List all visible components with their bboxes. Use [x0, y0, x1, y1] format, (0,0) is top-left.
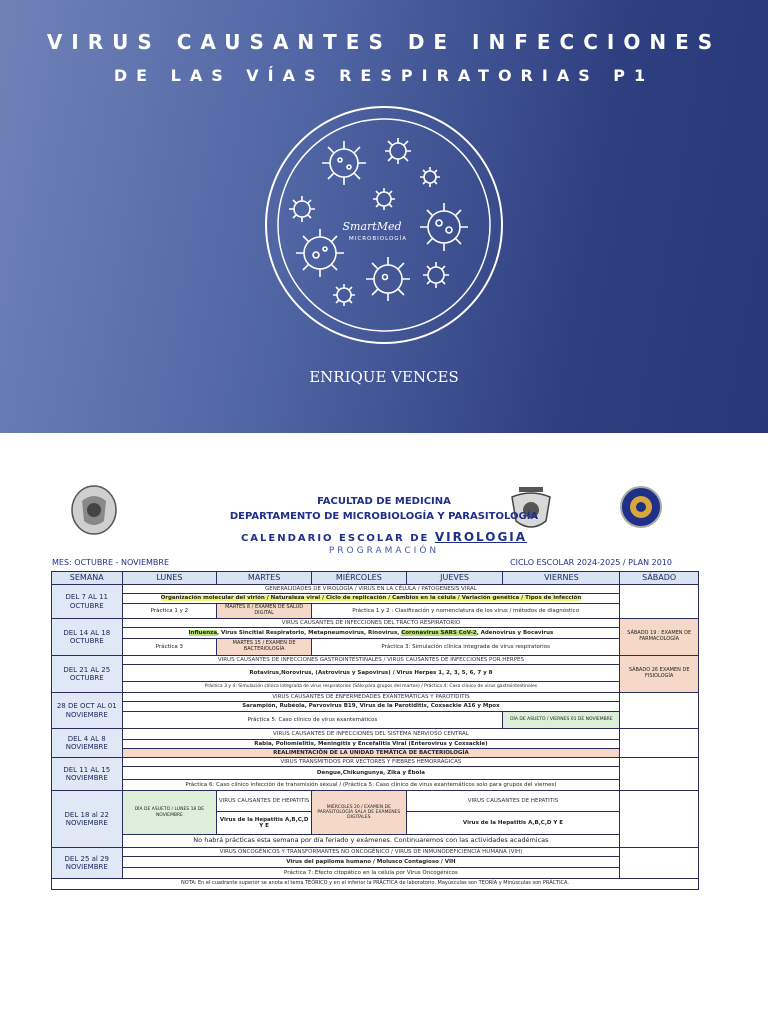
practice-cell: Práctica 3 — [122, 639, 217, 656]
practice-cell: Práctica 6: Caso clínico infección de transmisión sexual / (Práctica 5: Caso clínico de virus exantemáticos solo para grupos del viernes) — [122, 780, 620, 791]
holiday-cell: DÍA DE ASUETO / LUNES 18 DE NOVIEMBRE — [122, 791, 217, 835]
calendar-document — [0, 433, 768, 1024]
col-header: MIÉRCOLES — [311, 572, 406, 585]
topic-cell: GENERALIDADES DE VIROLOGÍA / VIRUS EN LA CÉLULA / PATOGENESIS VIRAL — [122, 585, 620, 594]
faculty-name: FACULTAD DE MEDICINA — [317, 496, 451, 507]
week-label: DEL 25 al 29 NOVIEMBRE — [52, 848, 123, 879]
saturday-cell — [620, 729, 699, 758]
table-row — [52, 693, 699, 702]
cover-banner — [0, 0, 768, 433]
content-cell: Sarampión, Rubéola, Parvovirus B19, Virus de la Parotiditis, Coxsackie A16 y Mpox — [122, 702, 620, 712]
cycle-label: CICLO ESCOLAR 2024-2025 / PLAN 2010 — [510, 558, 672, 567]
exam-cell: MARTES 15 / EXAMEN DE BACTERIOLOGÍA — [217, 639, 312, 656]
practice-cell: Práctica 5: Caso clínico de virus exantemáticos — [122, 712, 503, 729]
saturday-exam-cell: SÁBADO 26 EXAMEN DE FISIOLOGÍA — [620, 656, 699, 693]
col-header: VIERNES — [503, 572, 620, 585]
week-label: DEL 11 AL 15 NOVIEMBRE — [52, 758, 123, 791]
col-header: LUNES — [122, 572, 217, 585]
saturday-exam-cell: SÁBADO 19 : EXAMEN DE FARMACOLOGÍA — [620, 619, 699, 656]
week-label: DEL 18 al 22 NOVIEMBRE — [52, 791, 123, 848]
faculty-medicine-seal-icon — [506, 483, 556, 537]
week-label: DEL 14 AL 18 OCTUBRE — [52, 619, 123, 656]
cover-title-line1: VIRUS CAUSANTES DE INFECCIONES — [46, 30, 722, 54]
footnote-cell: NOTA: En el cuadrante superior se anota el tema TEÓRICO y en el inferior la PRÁCTICA de laboratorio. Mayúsculas son TEORÍA y Minúsculas son PRÁCTICA. — [52, 879, 699, 890]
programacion-label: PROGRAMACIÓN — [328, 546, 440, 556]
logo-text-microbiologia: MICROBIOLOGÍA — [349, 236, 407, 242]
topic-cell: VIRUS CAUSANTES DE INFECCIONES DEL SISTEMA NERVIOSO CENTRAL — [122, 729, 620, 740]
table-row — [52, 740, 699, 749]
table-row — [52, 857, 699, 868]
logo-text-smartmed: SmartMed — [342, 220, 402, 233]
table-row — [52, 791, 699, 812]
table-row — [52, 656, 699, 665]
table-row — [52, 702, 699, 712]
table-row — [52, 729, 699, 740]
week-label: DEL 7 AL 11 OCTUBRE — [52, 585, 123, 619]
realimentacion-cell: REALIMENTACIÓN DE LA UNIDAD TEMÁTICA DE BACTERIOLOGÍA — [122, 749, 620, 758]
saturday-cell — [620, 758, 699, 791]
calendar-title-subject: VIROLOGIA — [434, 530, 528, 544]
table-row — [52, 835, 699, 848]
unam-seal-icon — [68, 483, 120, 537]
table-row — [52, 767, 699, 780]
topic-cell: VIRUS CAUSANTES DE HEPATITIS — [406, 791, 620, 812]
topic-cell: VIRUS TRANSMITIDOS POR VECTORES Y FIEBRES HEMORRÁGICAS — [122, 758, 620, 767]
content-highlight: Coronavirus SARS CoV-2 — [401, 629, 477, 636]
content-highlight: Influenza — [188, 629, 218, 636]
month-label: MES: OCTUBRE - NOVIEMBRE — [52, 558, 170, 567]
saturday-cell — [620, 693, 699, 729]
content-cell: Virus de la Hepatitis A,B,C,D Y E — [217, 812, 312, 835]
table-row — [52, 758, 699, 767]
table-row — [52, 868, 699, 879]
table-row — [52, 619, 699, 628]
smartmed-logo — [258, 103, 510, 355]
col-header: JUEVES — [406, 572, 503, 585]
content-highlight: Organización molecular del virión / Naturaleza viral / Ciclo de replicación / Cambios en la célula / Variación genética / Tipos de infección — [160, 595, 582, 602]
saturday-cell — [620, 585, 699, 619]
calendar-table — [51, 571, 699, 890]
table-row — [52, 848, 699, 857]
practice-cell: Práctica 1 y 2 : Clasificación y nomenclatura de los virus / métodos de diagnóstico — [311, 604, 619, 619]
practice-cell: Práctica 7: Efecto citopático en la célula por Virus Oncogénicos — [122, 868, 620, 879]
content-cell: Rabia, Poliomielitis, Meningitis y Encefalitis Viral (Enterovirus y Coxsackie) — [122, 740, 620, 749]
table-row — [52, 604, 699, 619]
topic-cell: VIRUS CAUSANTES DE INFECCIONES GASTROINTESTINALES / VIRUS CAUSANTES DE INFECCIONES POR HERPES — [122, 656, 620, 665]
practice-cell: Práctica 3: Simulación clínica integrada de virus respiratorios — [311, 639, 619, 656]
table-row — [52, 682, 699, 693]
table-row — [52, 879, 699, 890]
exam-cell: MARTES 8 / EXAMEN DE SALUD DIGITAL — [217, 604, 312, 619]
content-cell: Virus del papiloma humano / Molusco Contagioso / VIH — [122, 857, 620, 868]
topic-cell: VIRUS ONCOGÉNICOS Y TRANSFORMANTES NO ONCOGÉNICO / VIRUS DE INMUNODEFICIENCIA HUMANA (VIH) — [122, 848, 620, 857]
topic-cell: VIRUS CAUSANTES DE HEPATITIS — [217, 791, 312, 812]
col-header: SEMANA — [52, 572, 123, 585]
table-row — [52, 665, 699, 682]
topic-cell: VIRUS CAUSANTES DE INFECCIONES DEL TRACTO RESPIRATORIO — [122, 619, 620, 628]
note-cell: No habrá prácticas esta semana por día feriado y exámenes. Continuaremos con las actividades académicas — [122, 835, 620, 848]
cover-title-line2: DE LAS VÍAS RESPIRATORIAS P1 — [113, 66, 655, 85]
col-header: SÁBADO — [620, 572, 699, 585]
week-label: 28 DE OCT AL 01 NOVIEMBRE — [52, 693, 123, 729]
author-name: ENRIQUE VENCES — [309, 368, 459, 386]
calendar-title-prefix: CALENDARIO ESCOLAR DE — [240, 533, 430, 544]
table-row — [52, 780, 699, 791]
content-cell: Rotavirus,Norovirus, (Astrovirus y Sapovirus) / Virus Herpes 1, 2, 3, 5, 6, 7 y 8 — [122, 665, 620, 682]
content-text: , Virus Sincitial Respiratorio, Metapneumovirus, Rinovirus, — [217, 629, 400, 636]
exam-cell: MIÉRCOLES 20 / EXAMEN DE PARASITOLOGÍA SALA DE EXÁMENES DIGITALES — [311, 791, 406, 835]
content-text: , Adenovirus y Bocavirus — [476, 629, 554, 636]
saturday-cell — [620, 848, 699, 879]
week-label: DEL 4 AL 8 NOVIEMBRE — [52, 729, 123, 758]
content-cell: Virus de la Hepatitis A,B,C,D Y E — [406, 812, 620, 835]
week-label: DEL 21 AL 25 OCTUBRE — [52, 656, 123, 693]
practice-cell: Práctica 1 y 2 — [122, 604, 217, 619]
topic-cell: VIRUS CAUSANTES DE ENFERMEDADES EXANTEMÁTICAS Y PAROTIDITIS — [122, 693, 620, 702]
saturday-cell — [620, 791, 699, 848]
content-cell: Dengue,Chikungunya, Zika y Ébola — [122, 767, 620, 780]
holiday-cell: DÍA DE ASUETO / VIERNES 01 DE NOVIEMBRE — [503, 712, 620, 729]
table-row — [52, 594, 699, 604]
col-header: MARTES — [217, 572, 312, 585]
content-cell — [122, 628, 620, 639]
practice-cell: Práctica 3 y 4: Simulación clínica integrada de virus respiratorios (Sólo para grupos del martes) / Práctica 4: Caso clínico de virus gastrointestinales — [122, 682, 620, 693]
calendar-title — [0, 530, 768, 544]
department-name: DEPARTAMENTO DE MICROBIOLOGÍA Y PARASITOLOGÍA — [229, 511, 539, 522]
table-row — [52, 585, 699, 594]
microbiology-seal-icon — [618, 483, 664, 533]
content-cell — [122, 594, 620, 604]
table-row — [52, 639, 699, 656]
table-header-row — [52, 572, 699, 585]
table-row — [52, 712, 699, 729]
table-row — [52, 749, 699, 758]
table-row — [52, 628, 699, 639]
